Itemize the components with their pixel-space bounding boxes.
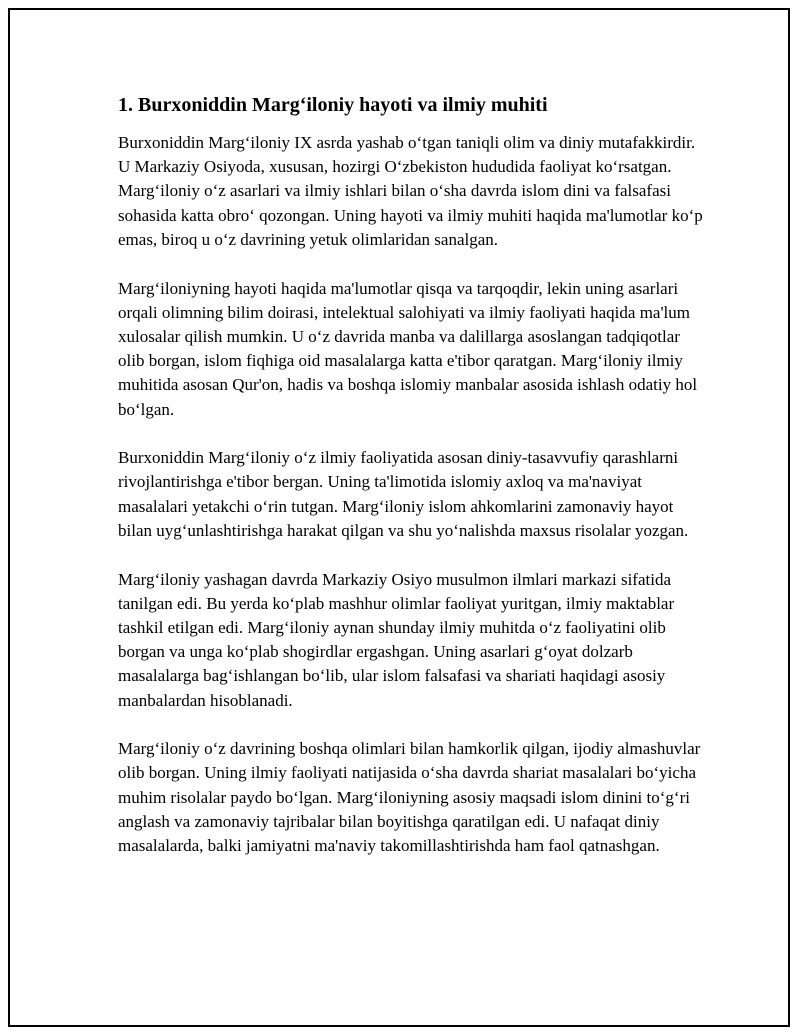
document-body (118, 92, 708, 883)
paragraph-2: Marg‘iloniyning hayoti haqida ma'lumotlar qisqa va tarqoqdir, lekin uning asarlari orqali olimning bilim doirasi, intelektual salohiyati va ilmiy faoliyati haqida ma'lum xulosalar qilish mumkin. U o‘z davrida manba va dalillarga asoslangan tadqiqotlar olib borgan, islom fiqhiga oid masalalarga katta e'tibor qaratgan. Marg‘iloniy ilmiy muhitida asosan Qur'on, hadis va boshqa islomiy manbalar asosida ishlash odatiy hol bo‘lgan. (118, 278, 698, 419)
paragraph-5: Marg‘iloniy o‘z davrining boshqa olimlari bilan hamkorlik qilgan, ijodiy almashuvlar olib borgan. Uning ilmiy faoliyati natijasida o‘sha davrda shariat masalalari bo‘yicha muhim risolalar paydo bo‘lgan. Marg‘iloniyning asosiy maqsadi islom dinini to‘g‘ri anglash va zamonaviy tajribalar bilan boyitishga qaratilgan edi. U nafaqat diniy masalalarda, balki jamiyatni ma'naviy takomillashtirishda ham faol qatnashgan. (118, 739, 701, 856)
paragraph-1: Burxoniddin Marg‘iloniy IX asrda yashab o‘tgan taniqli olim va diniy mutafakkirdir. U Markaziy Osiyoda, xususan, hozirgi O‘zbekiston hududida faoliyat ko‘rsatgan. Marg‘iloniy o‘z asarlari va ilmiy ishlari bilan o‘sha davrda islom dini va falsafasi sohasida katta obro‘ qozongan. Uning hayoti va ilmiy muhiti haqida ma'lumotlar ko‘p emas, biroq u o‘z davrining yetuk olimlaridan sanalgan. (118, 133, 703, 249)
paragraph-4: Marg‘iloniy yashagan davrda Markaziy Osiyo musulmon ilmlari markazi sifatida tanilgan edi. Bu yerda ko‘plab mashhur olimlar faoliyat yuritgan, ilmiy maktablar tashkil etilgan edi. Marg‘iloniy aynan shunday ilmiy muhitda o‘z faoliyatini olib borgan va unga ko‘plab shogirdlar ergashgan. Uning asarlari g‘oyat dolzarb masalalarga bag‘ishlangan bo‘lib, ular islom falsafasi va shariati haqidagi asosiy manbalardan hisoblanadi. (118, 569, 675, 710)
paragraph-3: Burxoniddin Marg‘iloniy o‘z ilmiy faoliyatida asosan diniy-tasavvufiy qarashlarni rivojlantirishga e'tibor bergan. Uning ta'limotida islomiy axloq va ma'naviyat masalalari yetakchi o‘rin tutgan. Marg‘iloniy islom ahkomlarini zamonaviy hayot bilan uyg‘unlashtirishga harakat qilgan va shu yo‘nalishda maxsus risolalar yozgan. (118, 448, 689, 540)
section-heading: 1. Burxoniddin Marg‘iloniy hayoti va ilmiy muhiti (118, 94, 548, 116)
page-frame (8, 8, 790, 1027)
